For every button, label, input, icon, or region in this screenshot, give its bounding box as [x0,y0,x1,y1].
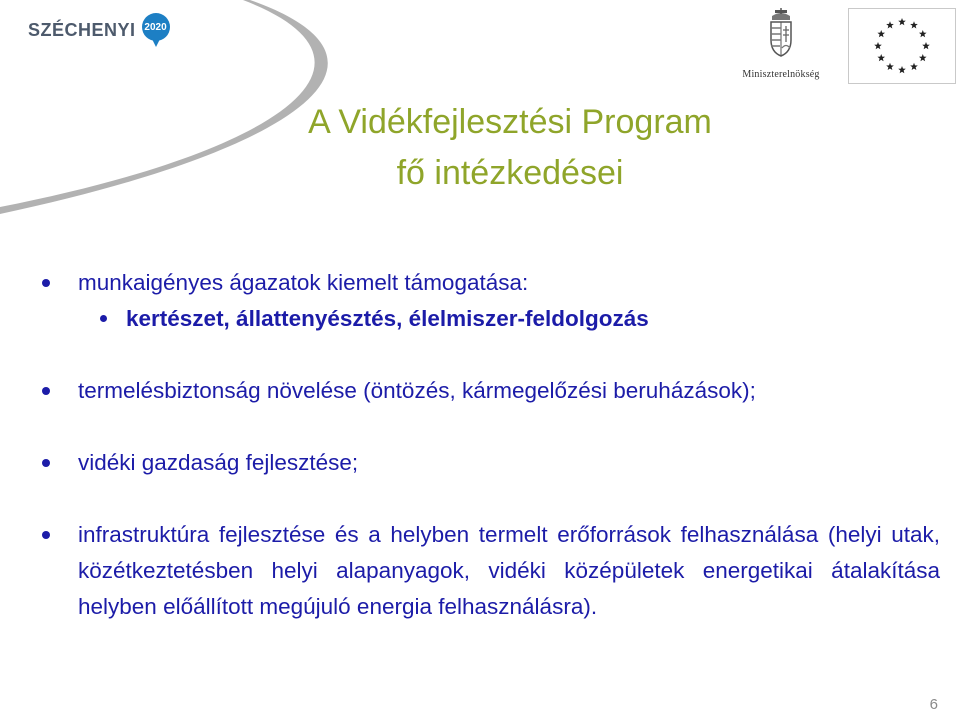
eu-star [886,63,894,70]
logo-year: 2020 [142,13,170,41]
eu-star [874,42,882,49]
bullet-item [42,445,940,481]
szechenyi-2020-logo [28,10,170,50]
eu-star [922,42,930,49]
coat-of-arms-icon [766,8,796,60]
slide-title-line1: A Vidékfejlesztési Program [308,103,712,141]
bullet-text: termelésbiztonság növelése (öntözés, kármegelőzési beruházások); [78,378,756,403]
ministry-logo [726,8,836,80]
bullet-text: munkaigényes ágazatok kiemelt támogatása: [78,270,529,295]
eu-flag [848,8,956,84]
eu-star [898,18,906,25]
slide-body [42,265,940,625]
bullet-icon [42,531,50,539]
eu-star [919,54,927,61]
bullet-item [42,265,940,301]
bullet-text: vidéki gazdaság fejlesztése; [78,450,359,475]
bullet-item [42,373,940,409]
bullet-icon [42,459,50,467]
bullet-icon [42,279,50,287]
eu-star [910,63,918,70]
eu-stars-icon [849,9,955,83]
sub-bullet-icon [100,315,107,322]
eu-star [898,66,906,73]
sub-bullet-text: kertészet, állattenyésztés, élelmiszer-feldolgozás [126,306,649,331]
eu-star [886,21,894,28]
eu-star [910,21,918,28]
eu-star [877,54,885,61]
map-pin-icon [142,13,170,47]
eu-star [919,30,927,37]
ministry-name: Miniszterelnökség [742,69,820,80]
bullet-item [42,517,940,625]
logo-text: SZÉCHENYI [28,19,136,40]
eu-star [877,30,885,37]
page-number: 6 [929,696,938,713]
bullet-icon [42,387,50,395]
slide-title-line2: fő intézkedései [396,154,624,192]
bullet-text: infrastruktúra fejlesztése és a helyben termelt erőforrások felhasználása (helyi utak, közétkeztetésben helyi alapanyagok, vidéki középületek energetikai átalakítása helyben előállított megújuló energia felhasználásra). [78,522,940,619]
sub-bullet-item [42,301,940,337]
